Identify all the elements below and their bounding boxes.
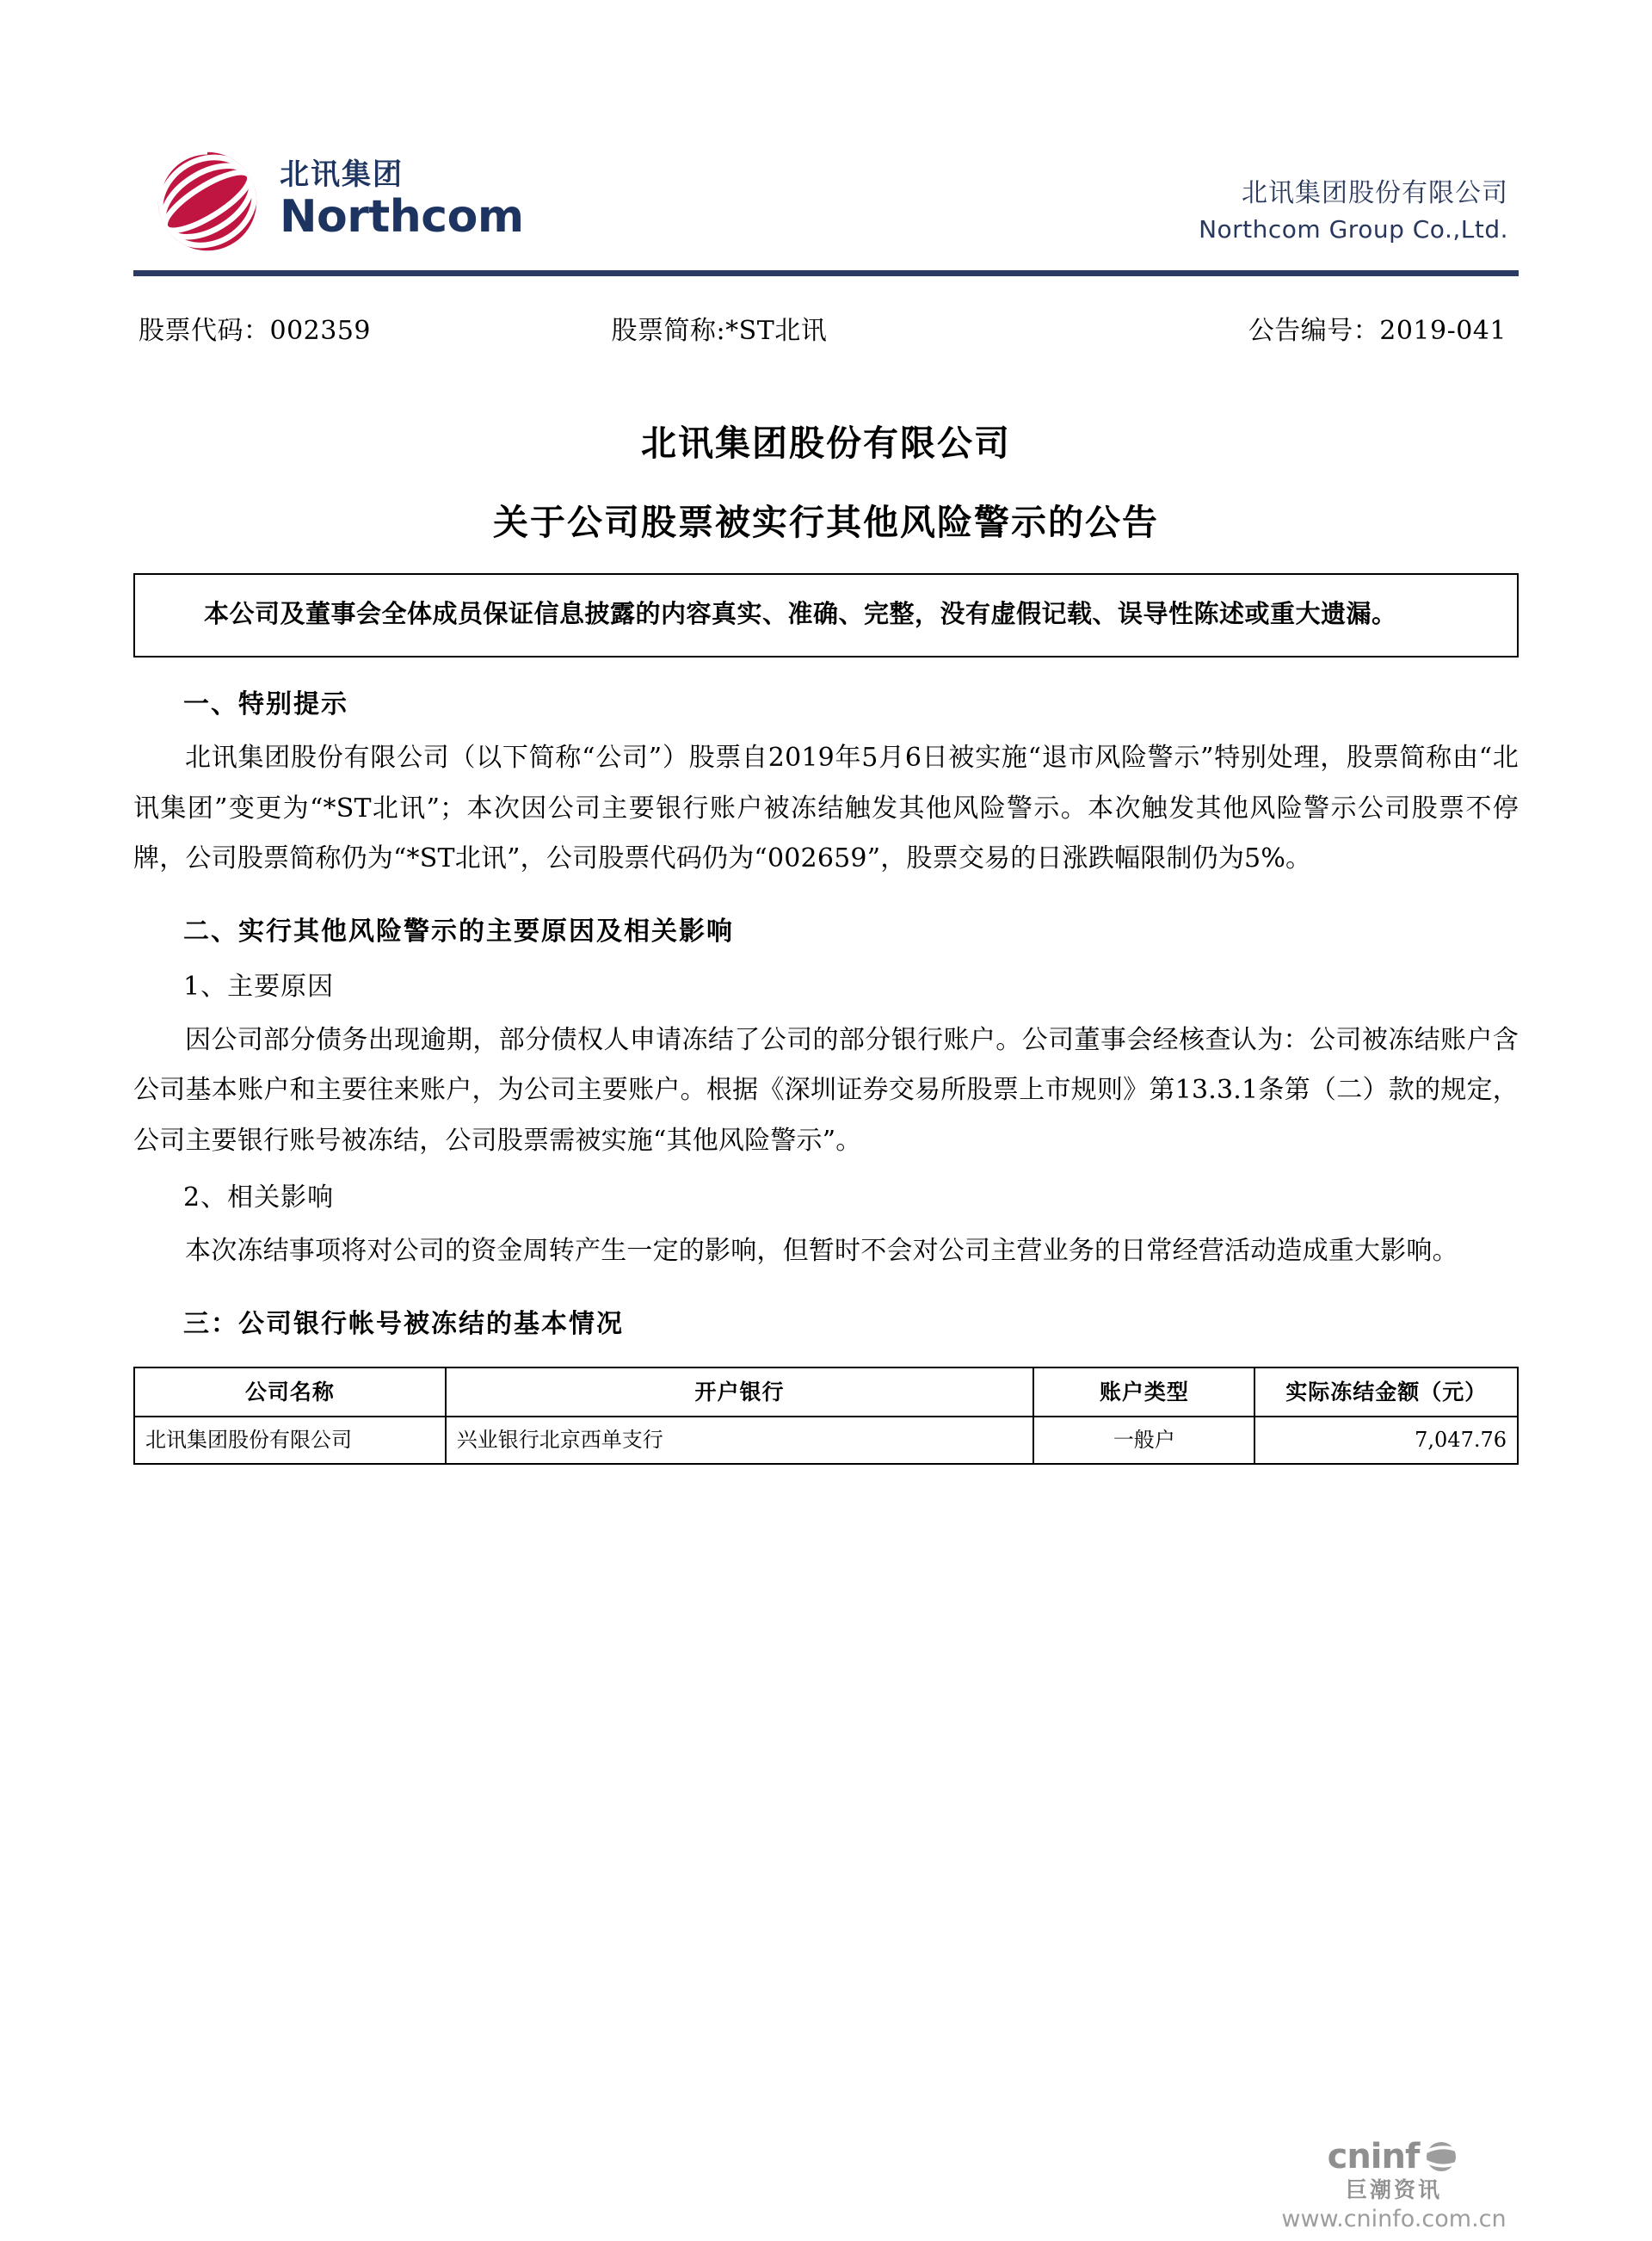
section-heading-1: 一、特别提示 bbox=[183, 689, 348, 720]
column-header-frozen-amount: 实际冻结金额（元） bbox=[1254, 1367, 1518, 1417]
company-name-cn: 北讯集团股份有限公司 bbox=[1242, 178, 1508, 209]
cninfo-footer bbox=[1265, 2137, 1523, 2232]
cninfo-name-cn: 巨潮资讯 bbox=[1345, 2177, 1442, 2202]
brand-block-right bbox=[1199, 174, 1519, 258]
cninfo-globe-icon bbox=[1422, 2139, 1460, 2174]
stock-code: 股票代码：002359 bbox=[139, 316, 372, 346]
company-name-en: Northcom Group Co.,Ltd. bbox=[1199, 215, 1508, 244]
brand-block-left bbox=[151, 145, 524, 258]
column-header-account-type: 账户类型 bbox=[1033, 1367, 1254, 1417]
section-1-paragraph: 北讯集团股份有限公司（以下简称“公司”）股票自2019年5月6日被实施“退市风险警示”特别处理，股票简称由“北讯集团”变更为“*ST北讯”；本次因公司主要银行账户被冻结触发其他风险警示。本次触发其他风险警示公司股票不停牌，公司股票简称仍为“*ST北讯”，公司股票代码仍为“002659”，股票交易的日涨跌幅限制仍为5%。 bbox=[133, 743, 1519, 874]
stock-meta-row bbox=[133, 309, 1519, 347]
section-2-paragraph-1: 因公司部分债务出现逾期，部分债权人申请冻结了公司的部分银行账户。公司董事会经核查认为：公司被冻结账户含公司基本账户和主要往来账户，为公司主要账户。根据《深圳证券交易所股票上市规则》第13.3.1条第（二）款的规定，公司主要银行账号被冻结，公司股票需被实施“其他风险警示”。 bbox=[133, 1024, 1519, 1156]
frozen-accounts-table bbox=[133, 1367, 1519, 1466]
subsection-heading-2-1: 1、主要原因 bbox=[183, 971, 335, 1002]
cninfo-wordmark: cninf bbox=[1327, 2137, 1420, 2176]
brand-wordmark bbox=[280, 158, 524, 244]
column-header-bank: 开户银行 bbox=[446, 1367, 1033, 1417]
section-heading-2: 二、实行其他风险警示的主要原因及相关影响 bbox=[183, 916, 734, 947]
table-row bbox=[134, 1417, 1518, 1465]
section-heading-3: 三：公司银行帐号被冻结的基本情况 bbox=[183, 1308, 624, 1339]
cell-frozen-amount: 7,047.76 bbox=[1254, 1417, 1518, 1465]
table-header-row bbox=[134, 1367, 1518, 1417]
section-2-paragraph-2: 本次冻结事项将对公司的资金周转产生一定的影响，但暂时不会对公司主营业务的日常经营活动造成重大影响。 bbox=[185, 1236, 1458, 1267]
announcement-number: 公告编号：2019-041 bbox=[1248, 316, 1507, 346]
document-title-line2: 关于公司股票被实行其他风险警示的公告 bbox=[493, 502, 1159, 544]
brand-name-en: Northcom bbox=[280, 191, 524, 244]
letterhead bbox=[133, 0, 1519, 258]
cell-company: 北讯集团股份有限公司 bbox=[134, 1417, 446, 1465]
cell-account-type: 一般户 bbox=[1033, 1417, 1254, 1465]
header-divider bbox=[133, 270, 1519, 276]
brand-name-cn: 北讯集团 bbox=[280, 157, 404, 193]
document-title-line1: 北讯集团股份有限公司 bbox=[641, 423, 1011, 464]
stock-abbreviation: 股票简称:*ST北讯 bbox=[611, 316, 828, 346]
northcom-globe-logo-icon bbox=[151, 145, 264, 258]
cninfo-url: www.cninfo.com.cn bbox=[1281, 2206, 1507, 2232]
disclaimer-box: 本公司及董事会全体成员保证信息披露的内容真实、准确、完整，没有虚假记载、误导性陈述或重大遗漏。 bbox=[133, 573, 1519, 657]
column-header-company: 公司名称 bbox=[134, 1367, 446, 1417]
cell-bank: 兴业银行北京西单支行 bbox=[446, 1417, 1033, 1465]
cninfo-logo bbox=[1265, 2137, 1523, 2176]
subsection-heading-2-2: 2、相关影响 bbox=[183, 1182, 335, 1213]
